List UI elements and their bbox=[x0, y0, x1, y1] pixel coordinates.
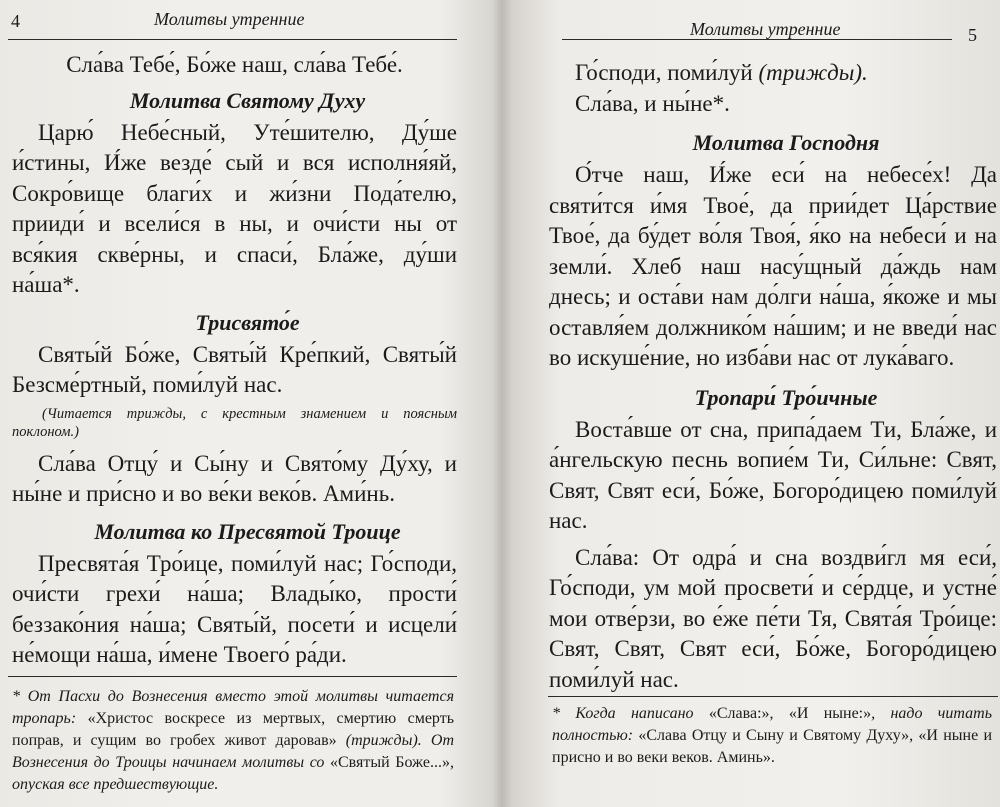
running-head: Молитвы утренние bbox=[154, 9, 305, 29]
footnote-tail: , опуская все предшествующие. bbox=[12, 754, 455, 793]
glory-now-line: Сла́ва, и ны́не*. bbox=[575, 90, 730, 116]
heading-trinity-troparia: Тропари́ Тро́ичные bbox=[694, 384, 878, 410]
rubric-note: (Читается трижды, с крестным знамением и поясным поклоном.) bbox=[12, 405, 457, 440]
header-rule bbox=[562, 39, 952, 40]
thrice-note: (трижды). bbox=[758, 60, 868, 85]
page-number: 5 bbox=[968, 25, 977, 45]
glory-text: Сла́ва Отцу́ и Сы́ну и Свято́му Ду́ху, и ны́не и при́сно и во ве́ки веко́в. Ами́нь. bbox=[12, 450, 457, 506]
right-page bbox=[500, 0, 1000, 807]
footnote-intro: * От Пасхи до Вознесения вместо этой молитвы читается тропарь: bbox=[12, 688, 454, 727]
footnote-now-quote: «И ныне:» bbox=[788, 705, 872, 722]
heading-prayer-trinity: Молитва ко Пресвятой Троице bbox=[94, 518, 401, 544]
footnote-ascension: От Вознесения до Троицы начинаем молитвы со bbox=[12, 732, 455, 771]
footnote-trisagion-quote: «Святый Боже...» bbox=[330, 754, 451, 771]
footnote-intro: * Когда написано bbox=[552, 705, 709, 722]
prayer-trinity-text: Пресвята́я Тро́ице, поми́луй нас; Го́споди, очи́сти грехи́ на́ша; Влады́ко, прости́ беззако́ния на́ша; Святы́й, посети́ и исцели́ не́мощи на́ша, и́мене Твоего́ ра́ди. bbox=[12, 550, 457, 667]
trisagion-text: Святы́й Бо́же, Святы́й Кре́пкий, Святы́й Безсме́ртный, поми́луй нас. bbox=[12, 341, 457, 397]
lord-have-mercy-line bbox=[549, 58, 997, 89]
footnote-full-quote: «Слава Отцу и Сыну и Святому Духу», «И ныне и присно и во веки веков. Аминь» bbox=[552, 727, 992, 766]
doxology-line: Сла́ва Тебе́, Бо́же наш, сла́ва Тебе́. bbox=[66, 52, 403, 77]
footnote-end: . bbox=[770, 749, 775, 766]
footnote-rule bbox=[548, 696, 998, 697]
page-number: 4 bbox=[11, 11, 20, 31]
footnote-trizhdy: (трижды). bbox=[345, 732, 422, 749]
heading-trisagion: Трисвято́е bbox=[195, 309, 300, 335]
footnote-rule bbox=[8, 676, 457, 677]
right-page-body bbox=[549, 58, 997, 695]
prayer-holy-spirit-text: Царю́ Небе́сный, Уте́шителю, Ду́ше и́стины, И́же везде́ сый и вся исполня́яй, Сокро́вище благи́х и жи́зни Пода́телю, прииди́ и всели́ся в ны, и очи́сти ны от вся́кия скве́рны, и спаси́, Бла́же, ду́ши на́ша*. bbox=[12, 119, 457, 297]
footnote-troparion-quote: «Христос воскресе из мертвых, смертию смерть поправ, и сущим во гробех живот даровав» bbox=[12, 710, 454, 749]
troparion-1-text: Воста́вше от сна, припа́даем Ти, Бла́же, и а́нгельскую песнь вопие́м Ти, Си́льне: Свят, Свят, Свят еси́, Бо́же, Богоро́дицею поми́луй нас. bbox=[549, 416, 997, 533]
header-rule bbox=[8, 39, 457, 40]
heading-lords-prayer: Молитва Господня bbox=[692, 130, 880, 155]
footnote-glory-quote: «Слава:» bbox=[708, 705, 770, 722]
lord-have-mercy-text: Го́споди, поми́луй bbox=[575, 60, 759, 85]
footnote bbox=[12, 686, 454, 796]
footnote-comma: , bbox=[769, 705, 789, 722]
running-head: Молитвы утренние bbox=[690, 19, 841, 39]
heading-prayer-holy-spirit: Молитва Святому Духу bbox=[129, 87, 366, 113]
troparion-2-text: Сла́ва: От одра́ и сна воздви́гл мя еси́, Го́споди, ум мой просвети́ и се́рдце, и устне́ мои отве́рзи, во е́же пе́ти Тя, Свята́я Тро́ице: Свят, Свят, Свят еси́, Бо́же, Богоро́дицею поми́луй нас. bbox=[549, 544, 997, 692]
footnote-mid: , надо читать полностью: bbox=[552, 705, 992, 744]
lords-prayer-text: О́тче наш, И́же еси́ на небесе́х! Да святи́тся и́мя Твое́, да прии́дет Ца́рствие Твое́, да бу́дет во́ля Твоя́, я́ко на небеси́ и на земли́. Хлеб наш насу́щный да́ждь нам днесь; и оста́ви нам до́лги на́ша, я́коже и мы оставля́ем должнико́м на́шим; и не введи́ нас во искуше́ние, но изба́ви нас от лука́ваго. bbox=[549, 162, 997, 370]
left-page-body bbox=[12, 50, 457, 671]
footnote bbox=[552, 703, 992, 769]
